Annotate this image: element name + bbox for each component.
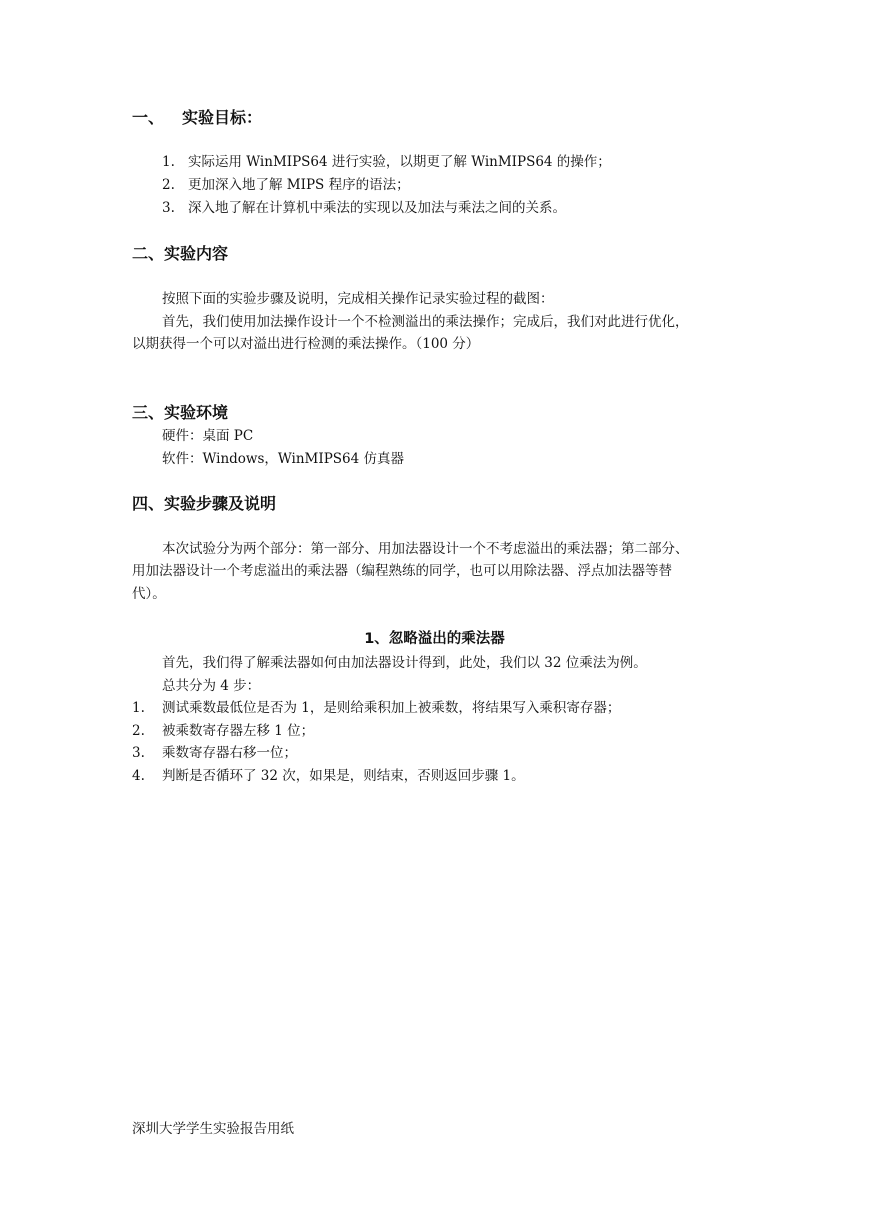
step-item-3 xyxy=(132,744,297,762)
step-item-4-number: 4. xyxy=(132,768,145,784)
subsection-paragraph-2: 总共分为 4 步： xyxy=(162,678,261,694)
environment-software: 软件：Windows，WinMIPS64 仿真器 xyxy=(162,451,405,467)
goal-item-3-number: 3. xyxy=(162,200,175,216)
step-item-3-text: 乘数寄存器右移一位； xyxy=(162,745,297,761)
step-item-2 xyxy=(132,722,314,740)
content-paragraph-2-line-2: 以期获得一个可以对溢出进行检测的乘法操作。（100 分） xyxy=(132,336,480,352)
goal-item-3-text: 深入地了解在计算机中乘法的实现以及加法与乘法之间的关系。 xyxy=(188,200,566,216)
step-item-1-number: 1. xyxy=(132,700,145,716)
section-goal-heading xyxy=(132,108,262,128)
environment-hardware: 硬件：桌面 PC xyxy=(162,428,254,444)
section-steps-heading: 四、实验步骤及说明 xyxy=(132,494,277,513)
step-item-2-text: 被乘数寄存器左移 1 位； xyxy=(162,723,315,739)
steps-intro-line-2: 用加法器设计一个考虑溢出的乘法器（编程熟练的同学，也可以用除法器、浮点加法器等替 xyxy=(132,563,672,579)
section-goal-title: 实验目标： xyxy=(182,108,263,127)
page-footer: 深圳大学学生实验报告用纸 xyxy=(132,1121,294,1137)
steps-intro-line-1: 本次试验分为两个部分：第一部分、用加法器设计一个不考虑溢出的乘法器；第二部分、 xyxy=(162,541,689,557)
subsection-paragraph-1: 首先，我们得了解乘法器如何由加法器设计得到，此处，我们以 32 位乘法为例。 xyxy=(162,655,647,671)
goal-item-2-number: 2. xyxy=(162,177,175,193)
step-item-1 xyxy=(132,699,620,717)
goal-item-2-text: 更加深入地了解 MIPS 程序的语法； xyxy=(188,177,410,193)
goal-item-3 xyxy=(162,199,566,217)
step-item-4-text: 判断是否循环了 32 次，如果是，则结束，否则返回步骤 1。 xyxy=(162,768,525,784)
content-paragraph-1: 按照下面的实验步骤及说明，完成相关操作记录实验过程的截图： xyxy=(162,291,554,307)
goal-item-1-number: 1. xyxy=(162,154,175,170)
step-item-3-number: 3. xyxy=(132,745,145,761)
section-goal-number: 一、 xyxy=(132,108,165,127)
goal-item-2 xyxy=(162,176,410,194)
section-content-heading: 二、实验内容 xyxy=(132,244,229,263)
content-paragraph-2-line-1: 首先，我们使用加法操作设计一个不检测溢出的乘法操作；完成后，我们对此进行优化， xyxy=(162,314,689,330)
goal-item-1 xyxy=(162,153,611,171)
section-environment-heading: 三、实验环境 xyxy=(132,403,229,422)
goal-item-1-text: 实际运用 WinMIPS64 进行实验，以期更了解 WinMIPS64 的操作； xyxy=(188,154,611,170)
subsection-title: 1、忽略溢出的乘法器 xyxy=(364,631,505,647)
step-item-2-number: 2. xyxy=(132,723,145,739)
step-item-4 xyxy=(132,767,525,785)
steps-intro-line-3: 代）。 xyxy=(132,586,166,602)
step-item-1-text: 测试乘数最低位是否为 1，是则给乘积加上被乘数，将结果写入乘积寄存器； xyxy=(162,700,621,716)
